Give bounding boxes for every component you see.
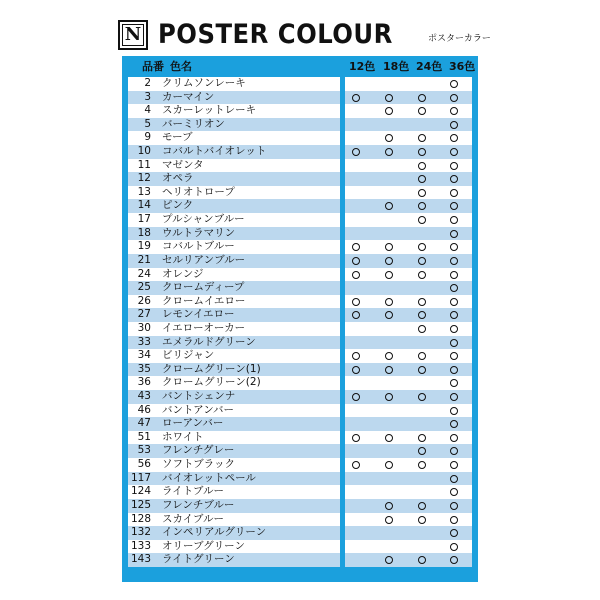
column-divider [340, 254, 345, 268]
color-name: クロームグリーン(1) [162, 362, 261, 375]
header-set18: 18色 [383, 60, 410, 73]
included-circle-icon [450, 230, 458, 238]
included-circle-icon [385, 502, 393, 510]
page-subtitle: ポスターカラー [428, 34, 491, 44]
table-header [132, 60, 476, 74]
color-name: ホワイト [162, 430, 204, 443]
included-circle-icon [450, 393, 458, 401]
product-number: 56 [137, 458, 151, 471]
table-row [128, 254, 472, 268]
color-name: フレンチブルー [162, 498, 235, 511]
included-circle-icon [450, 366, 458, 374]
product-number: 35 [137, 362, 151, 375]
header-number: 品番 [142, 60, 164, 73]
included-circle-icon [450, 80, 458, 88]
table-row [128, 526, 472, 540]
product-number: 30 [137, 321, 151, 334]
color-name: ヘリオトロープ [162, 185, 235, 198]
included-circle-icon [450, 257, 458, 265]
included-circle-icon [450, 175, 458, 183]
included-circle-icon [385, 243, 393, 251]
table-row [128, 131, 472, 145]
column-divider [340, 268, 345, 282]
product-number: 27 [137, 308, 151, 321]
header-name: 色名 [170, 60, 192, 73]
product-number: 132 [130, 526, 151, 539]
included-circle-icon [450, 134, 458, 142]
included-circle-icon [450, 271, 458, 279]
included-circle-icon [450, 202, 458, 210]
table-row [128, 118, 472, 132]
included-circle-icon [450, 475, 458, 483]
header-set36: 36色 [449, 60, 476, 73]
column-divider [340, 540, 345, 554]
column-divider [340, 240, 345, 254]
included-circle-icon [450, 94, 458, 102]
included-circle-icon [385, 461, 393, 469]
included-circle-icon [450, 107, 458, 115]
product-number: 36 [137, 376, 151, 389]
included-circle-icon [450, 243, 458, 251]
table-row [128, 159, 472, 173]
color-name: オペラ [162, 172, 194, 185]
table-row [128, 472, 472, 486]
column-divider [340, 77, 345, 91]
included-circle-icon [450, 311, 458, 319]
included-circle-icon [418, 298, 426, 306]
column-divider [340, 499, 345, 513]
included-circle-icon [352, 352, 360, 360]
included-circle-icon [385, 271, 393, 279]
included-circle-icon [450, 284, 458, 292]
product-number: 125 [130, 498, 151, 511]
product-number: 10 [137, 145, 151, 158]
product-number: 25 [137, 281, 151, 294]
included-circle-icon [450, 529, 458, 537]
included-circle-icon [450, 407, 458, 415]
table-row [128, 104, 472, 118]
included-circle-icon [385, 352, 393, 360]
product-number: 9 [144, 131, 151, 144]
included-circle-icon [450, 379, 458, 387]
product-number: 128 [130, 512, 151, 525]
table-row [128, 91, 472, 105]
product-number: 51 [137, 430, 151, 443]
included-circle-icon [450, 447, 458, 455]
product-number: 13 [137, 185, 151, 198]
column-divider [340, 526, 345, 540]
table-row [128, 376, 472, 390]
included-circle-icon [418, 148, 426, 156]
product-number: 34 [137, 349, 151, 362]
included-circle-icon [418, 556, 426, 564]
color-name: コバルトブルー [162, 240, 235, 253]
column-divider [340, 322, 345, 336]
included-circle-icon [418, 107, 426, 115]
included-circle-icon [418, 216, 426, 224]
included-circle-icon [385, 516, 393, 524]
table-row [128, 186, 472, 200]
table-row [128, 444, 472, 458]
color-name: セルリアンブルー [162, 253, 246, 266]
column-divider [340, 281, 345, 295]
table-row [128, 363, 472, 377]
product-number: 18 [137, 226, 151, 239]
included-circle-icon [385, 311, 393, 319]
included-circle-icon [352, 148, 360, 156]
included-circle-icon [418, 393, 426, 401]
column-divider [340, 308, 345, 322]
column-divider [340, 159, 345, 173]
table-row [128, 77, 472, 91]
color-name: ローアンバー [162, 417, 224, 430]
table-row [128, 458, 472, 472]
color-name: クロームイエロー [162, 294, 246, 307]
included-circle-icon [418, 94, 426, 102]
product-number: 133 [130, 539, 151, 552]
included-circle-icon [418, 447, 426, 455]
column-divider [340, 390, 345, 404]
included-circle-icon [385, 556, 393, 564]
header-set24: 24色 [416, 60, 443, 73]
color-name: レモンイエロー [162, 308, 235, 321]
color-name: ライトグリーン [162, 553, 235, 566]
column-divider [340, 458, 345, 472]
included-circle-icon [352, 271, 360, 279]
included-circle-icon [385, 94, 393, 102]
table-row [128, 172, 472, 186]
included-circle-icon [418, 352, 426, 360]
included-circle-icon [385, 366, 393, 374]
included-circle-icon [418, 189, 426, 197]
included-circle-icon [352, 94, 360, 102]
included-circle-icon [418, 502, 426, 510]
product-number: 2 [144, 77, 151, 89]
product-number: 3 [144, 90, 151, 103]
column-divider [340, 118, 345, 132]
included-circle-icon [418, 271, 426, 279]
included-circle-icon [418, 434, 426, 442]
included-circle-icon [352, 311, 360, 319]
table-row [128, 553, 472, 567]
column-divider [340, 104, 345, 118]
color-name: カーマイン [162, 90, 215, 103]
page-header [118, 18, 498, 52]
included-circle-icon [418, 243, 426, 251]
column-divider [340, 404, 345, 418]
table-row [128, 199, 472, 213]
color-name: エメラルドグリーン [162, 335, 256, 348]
page-title: POSTER COLOUR [158, 19, 393, 50]
table-row [128, 499, 472, 513]
column-divider [340, 227, 345, 241]
included-circle-icon [450, 298, 458, 306]
column-divider [340, 186, 345, 200]
table-row [128, 281, 472, 295]
color-name: クロームグリーン(2) [162, 376, 261, 389]
product-number: 124 [130, 485, 151, 498]
color-name: モーブ [162, 131, 193, 144]
color-name: ウルトラマリン [162, 226, 236, 239]
included-circle-icon [418, 516, 426, 524]
color-name: クリムソンレーキ [162, 77, 246, 89]
column-divider [340, 91, 345, 105]
included-circle-icon [450, 420, 458, 428]
product-number: 24 [137, 267, 151, 280]
included-circle-icon [418, 325, 426, 333]
included-circle-icon [450, 502, 458, 510]
product-number: 117 [130, 471, 151, 484]
color-name: オリーブグリーン [162, 539, 245, 552]
product-number: 11 [137, 158, 151, 171]
product-number: 21 [137, 253, 151, 266]
color-name: バントシェンナ [162, 390, 236, 403]
product-number: 33 [137, 335, 151, 348]
column-divider [340, 363, 345, 377]
table-row [128, 431, 472, 445]
included-circle-icon [385, 298, 393, 306]
color-name: ライトブルー [162, 485, 224, 498]
color-name: イエローオーカー [162, 321, 246, 334]
table-row [128, 268, 472, 282]
table-row [128, 322, 472, 336]
included-circle-icon [385, 202, 393, 210]
product-number: 19 [137, 240, 151, 253]
color-name: インペリアルグリーン [162, 526, 267, 539]
included-circle-icon [450, 461, 458, 469]
product-number: 14 [137, 199, 151, 212]
column-divider [340, 336, 345, 350]
column-divider [340, 485, 345, 499]
included-circle-icon [385, 257, 393, 265]
logo-letter: N [122, 24, 144, 46]
included-circle-icon [352, 393, 360, 401]
color-table-panel [122, 56, 478, 582]
table-row [128, 336, 472, 350]
included-circle-icon [385, 393, 393, 401]
column-divider [340, 553, 345, 567]
included-circle-icon [418, 202, 426, 210]
included-circle-icon [450, 488, 458, 496]
product-number: 17 [137, 213, 151, 226]
included-circle-icon [418, 366, 426, 374]
column-divider [340, 513, 345, 527]
included-circle-icon [450, 339, 458, 347]
table-row [128, 390, 472, 404]
color-name: バーミリオン [162, 117, 225, 130]
included-circle-icon [450, 352, 458, 360]
included-circle-icon [418, 162, 426, 170]
included-circle-icon [418, 175, 426, 183]
column-divider [340, 417, 345, 431]
table-row [128, 349, 472, 363]
column-divider [340, 145, 345, 159]
included-circle-icon [418, 461, 426, 469]
included-circle-icon [450, 434, 458, 442]
column-divider [340, 376, 345, 390]
included-circle-icon [450, 162, 458, 170]
color-name: オレンジ [162, 267, 204, 280]
product-number: 46 [137, 403, 151, 416]
included-circle-icon [352, 434, 360, 442]
included-circle-icon [385, 148, 393, 156]
column-divider [340, 295, 345, 309]
included-circle-icon [418, 257, 426, 265]
column-divider [340, 444, 345, 458]
color-name: スカイブルー [162, 512, 224, 525]
product-number: 26 [137, 294, 151, 307]
column-divider [340, 131, 345, 145]
table-body [128, 77, 472, 567]
product-number: 43 [137, 390, 151, 403]
color-name: バントアンバー [162, 403, 235, 416]
included-circle-icon [450, 189, 458, 197]
table-row [128, 513, 472, 527]
table-row [128, 540, 472, 554]
color-name: プルシャンブルー [162, 213, 245, 226]
product-number: 47 [137, 417, 151, 430]
color-name: ソフトブラック [162, 458, 235, 471]
column-divider [340, 472, 345, 486]
table-row [128, 308, 472, 322]
table-row [128, 485, 472, 499]
column-divider [340, 199, 345, 213]
table-row [128, 404, 472, 418]
included-circle-icon [352, 298, 360, 306]
column-divider [340, 213, 345, 227]
included-circle-icon [385, 434, 393, 442]
included-circle-icon [352, 243, 360, 251]
table-row [128, 240, 472, 254]
color-name: マゼンタ [162, 158, 204, 171]
included-circle-icon [385, 134, 393, 142]
included-circle-icon [352, 257, 360, 265]
included-circle-icon [450, 543, 458, 551]
included-circle-icon [450, 325, 458, 333]
color-name: コバルトバイオレット [162, 145, 267, 158]
product-number: 53 [137, 444, 151, 457]
table-row [128, 417, 472, 431]
column-divider [340, 172, 345, 186]
product-number: 12 [137, 172, 151, 185]
included-circle-icon [450, 121, 458, 129]
color-name: フレンチグレー [162, 444, 235, 457]
product-number: 4 [144, 104, 151, 117]
included-circle-icon [352, 461, 360, 469]
color-name: ビリジャン [162, 349, 215, 362]
table-row [128, 213, 472, 227]
table-row [128, 227, 472, 241]
color-name: バイオレットペール [162, 471, 256, 484]
product-number: 5 [144, 117, 151, 130]
color-name: クロームディープ [162, 281, 245, 294]
logo-n-icon [118, 20, 148, 50]
included-circle-icon [418, 311, 426, 319]
included-circle-icon [385, 107, 393, 115]
included-circle-icon [450, 556, 458, 564]
included-circle-icon [450, 216, 458, 224]
included-circle-icon [450, 516, 458, 524]
included-circle-icon [418, 134, 426, 142]
included-circle-icon [450, 148, 458, 156]
column-divider [340, 349, 345, 363]
table-row [128, 295, 472, 309]
header-set12: 12色 [349, 60, 376, 73]
included-circle-icon [352, 366, 360, 374]
column-divider [340, 431, 345, 445]
color-name: ピンク [162, 199, 194, 212]
product-number: 143 [130, 553, 151, 566]
table-row [128, 145, 472, 159]
color-name: スカーレットレーキ [162, 104, 257, 117]
